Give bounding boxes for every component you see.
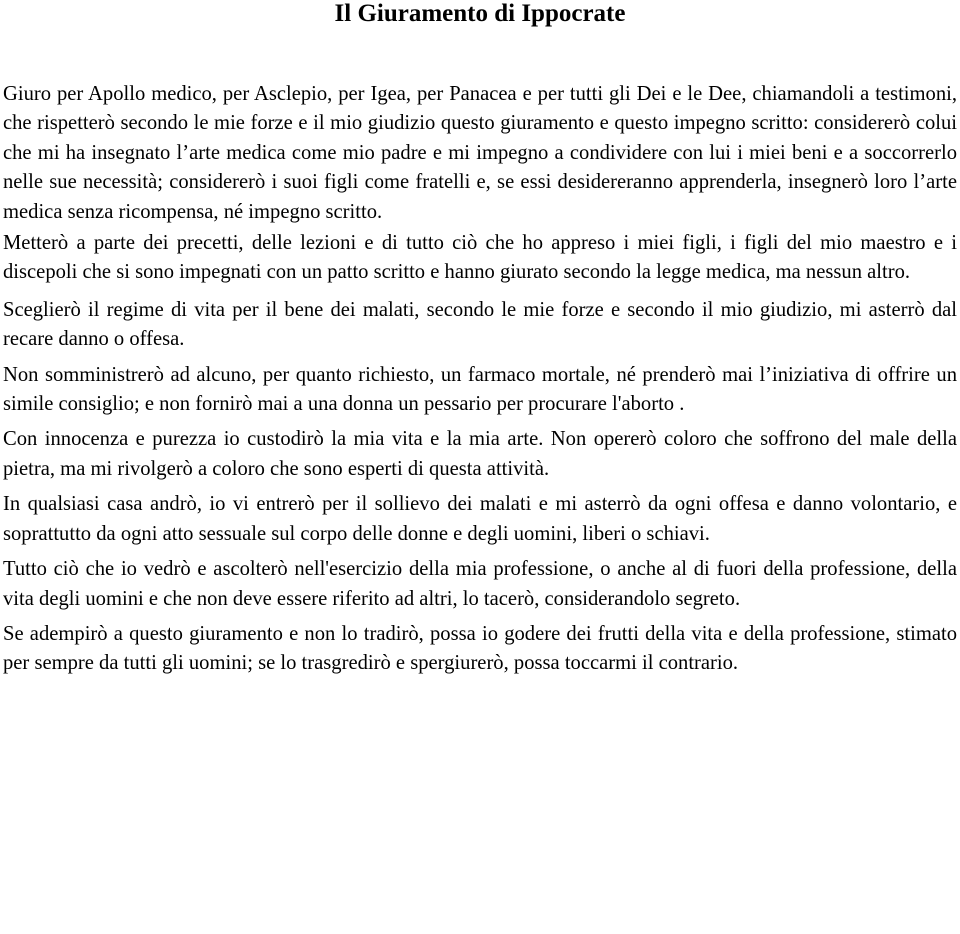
paragraph-innocence: Con innocenza e purezza io custodirò la mia vita e la mia arte. Non opererò coloro che soffrono del male della pietra, ma mi rivolgerò a coloro che sono esperti di questa attività.	[3, 428, 957, 480]
paragraph-conclusion: Se adempirò a questo giuramento e non lo tradirò, possa io godere dei frutti della vita e della professione, stimato per sempre da tutti gli uomini; se lo trasgredirò e spergiurerò, possa toccarmi il contrario.	[3, 622, 957, 675]
paragraph-oath-intro: Giuro per Apollo medico, per Asclepio, per Igea, per Panacea e per tutti gli Dei e le Dee, chiamandoli a testimoni, che rispetterò secondo le mie forze e il mio giudizio questo giuramento e questo impegno scritto: considererò colui che mi ha insegnato l’arte medica come mio padre e mi impegno a condividere con lui i miei beni e a soccorrerlo nelle sue necessità; considererò i suoi figli come fratelli e, se essi desidereranno apprenderla, insegnerò loro l’arte medica senza ricompensa, né impegno scritto.	[3, 83, 957, 223]
document-body	[3, 80, 957, 679]
paragraph-secrecy: Tutto ciò che io vedrò e ascolterò nell'esercizio della mia professione, o anche al di fuori della professione, della vita degli uomini e che non deve essere riferito ad altri, lo tacerò, considerandolo segreto.	[3, 558, 957, 610]
paragraph-house-visits: In qualsiasi casa andrò, io vi entrerò per il sollievo dei malati e mi asterrò da ogni offesa e danno volontario, e soprattutto da ogni atto sessuale sul corpo delle donne e degli uomini, liberi o schiavi.	[3, 493, 957, 545]
paragraph-regimen: Sceglierò il regime di vita per il bene dei malati, secondo le mie forze e secondo il mio giudizio, mi asterrò dal recare danno o offesa.	[3, 298, 957, 351]
paragraph-teaching: Metterò a parte dei precetti, delle lezioni e di tutto ciò che ho appreso i miei figli, i figli del mio maestro e i discepoli che si sono impegnati con un patto scritto e hanno giurato secondo la legge medica, ma nessun altro.	[3, 232, 957, 284]
document-title: Il Giuramento di Ippocrate	[334, 0, 626, 27]
paragraph-no-poison: Non somministrerò ad alcuno, per quanto richiesto, un farmaco mortale, né prenderò mai l’iniziativa di offrire un simile consiglio; e non fornirò mai a una donna un pessario per procurare l'aborto .	[3, 363, 957, 416]
